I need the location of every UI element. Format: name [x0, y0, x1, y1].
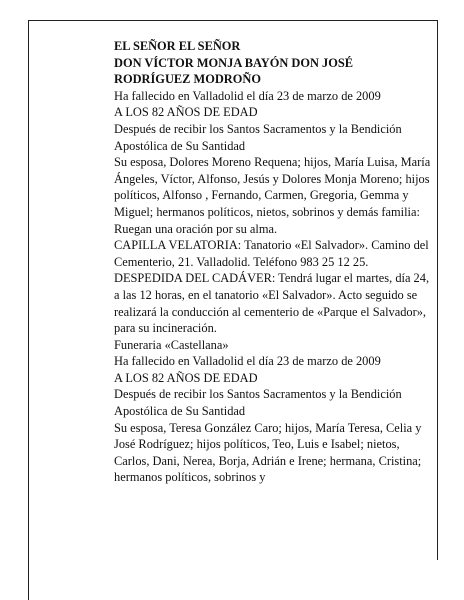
funeral-home: Funeraria «Castellana»	[114, 337, 229, 352]
page-frame-right-rule	[437, 20, 438, 560]
family-list: Su esposa, Dolores Moreno Requena; hijos, María Luisa, María Ángeles, Víctor, Alfonso, Jesús y Dolores Monja Moreno; hijos políticos, Alfonso , Fernando, Carmen, Gregoria, Gemma y Miguel; hermanos políticos, nietos, sobrinos y demás familia:	[114, 155, 431, 219]
death-announcement: Ha fallecido en Valladolid el día 23 de marzo de 2009	[114, 88, 381, 103]
page-frame-left-rule	[28, 20, 29, 600]
deceased-names: DON VÍCTOR MONJA BAYÓN DON JOSÉ RODRÍGUEZ MODROÑO	[114, 55, 354, 87]
age-line: A LOS 82 AÑOS DE EDAD	[114, 105, 258, 120]
chapel-info: CAPILLA VELATORIA: Tanatorio «El Salvador». Camino del Cementerio, 21. Valladolid. Teléfono 983 25 12 25.	[114, 238, 429, 269]
obituary-header: EL SEÑOR EL SEÑOR	[114, 39, 241, 53]
age-line-second: A LOS 82 AÑOS DE EDAD	[114, 370, 258, 385]
prayer-request: Ruegan una oración por su alma.	[114, 221, 278, 236]
death-announcement-second: Ha fallecido en Valladolid el día 23 de marzo de 2009	[114, 354, 381, 369]
page-frame-top-rule	[28, 20, 438, 21]
farewell-info: DESPEDIDA DEL CADÁVER: Tendrá lugar el martes, día 24, a las 12 horas, en el tanatorio «El Salvador». Acto seguido se realizará la conducción al cementerio de «Parque el Salvador», para su incineración.	[114, 271, 430, 336]
obituary-column	[114, 38, 432, 486]
sacraments-line: Después de recibir los Santos Sacramentos y la Bendición Apostólica de Su Santidad	[114, 121, 402, 153]
sacraments-line-second: Después de recibir los Santos Sacramentos y la Bendición Apostólica de Su Santidad	[114, 387, 402, 419]
family-list-second: Su esposa, Teresa González Caro; hijos, María Teresa, Celia y José Rodríguez; hijos políticos, Teo, Luis e Isabel; nietos, Carlos, Dani, Nerea, Borja, Adrián e Irene; hermana, Cristina; hermanos políticos, sobrinos y	[114, 420, 422, 485]
